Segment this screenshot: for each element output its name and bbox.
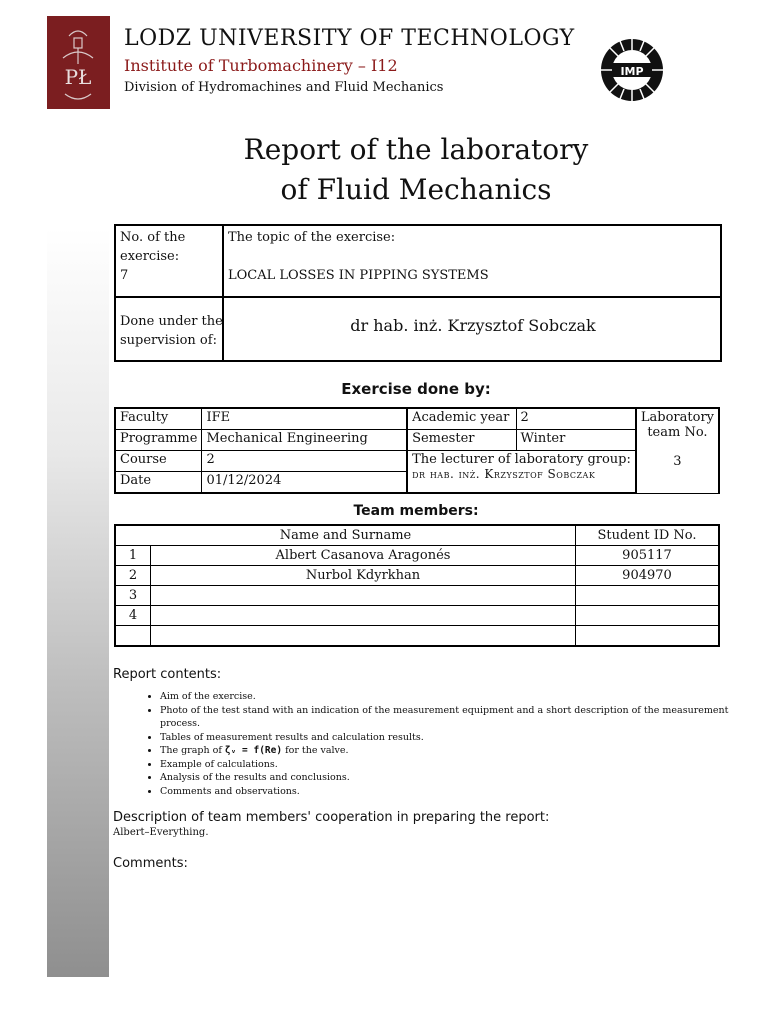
logo-letters: PŁ [64, 65, 92, 89]
row-number: 4 [115, 606, 151, 626]
member-id [576, 606, 720, 626]
programme-label: Programme [115, 430, 202, 451]
member-name: Nurbol Kdyrkhan [151, 566, 576, 586]
supervisor-name: dr hab. inż. Krzysztof Sobczak [350, 316, 596, 335]
university-logo [47, 16, 110, 109]
topic-label: The topic of the exercise: [228, 230, 396, 245]
imp-logo-text: IMP [620, 65, 644, 78]
institute-name: Institute of Turbomachinery – I12 [124, 56, 398, 75]
report-title-line-2: of Fluid Mechanics [280, 173, 552, 206]
faculty-value: IFE [202, 408, 407, 430]
member-id [576, 626, 720, 647]
table-row [115, 626, 719, 647]
semester-label: Semester [407, 430, 516, 451]
table-row [115, 566, 719, 586]
report-title [110, 130, 722, 210]
team-members-heading: Team members: [353, 503, 479, 519]
exercise-done-by-table [114, 407, 720, 494]
list-item: • Comments and observations. [160, 785, 730, 799]
exercise-number-label-1: No. of the [120, 230, 186, 245]
graph-item-suffix: for the valve. [285, 745, 349, 756]
member-id [576, 586, 720, 606]
exercise-number-label-2: exercise: [120, 249, 180, 264]
supervision-label-2: supervision of: [120, 333, 217, 348]
faculty-label: Faculty [115, 408, 202, 430]
member-id: 905117 [576, 546, 720, 566]
member-name [151, 626, 576, 647]
course-value: 2 [202, 451, 407, 472]
column-header-name: Name and Surname [115, 525, 576, 546]
list-item: • Photo of the test stand with an indication of the measurement equipment and a short description of the measurement process. [160, 704, 730, 731]
page-sidebar-gradient [47, 16, 109, 977]
row-number: 2 [115, 566, 151, 586]
row-number: 1 [115, 546, 151, 566]
lab-team-label-1: Laboratory [640, 410, 714, 425]
date-label: Date [115, 472, 202, 494]
list-item [160, 744, 730, 758]
lecturer-value: dr hab. inż. Krzysztof Sobczak [412, 467, 596, 481]
cooperation-label: Description of team members' cooperation in preparing the report: [113, 810, 550, 825]
academic-year-value: 2 [516, 408, 636, 430]
list-item: • Analysis of the results and conclusions. [160, 771, 730, 785]
exercise-number-value: 7 [120, 268, 129, 283]
team-members-table [114, 524, 720, 647]
supervision-cell [120, 312, 223, 350]
programme-value: Mechanical Engineering [202, 430, 407, 451]
lab-team-value: 3 [673, 454, 682, 469]
box-divider-horizontal [116, 296, 720, 298]
university-name: LODZ UNIVERSITY OF TECHNOLOGY [124, 26, 575, 51]
report-title-line-1: Report of the laboratory [243, 133, 589, 166]
cooperation-text: Albert–Everything. [113, 827, 209, 838]
member-name [151, 586, 576, 606]
date-value: 01/12/2024 [202, 472, 407, 494]
lecturer-cell [407, 451, 636, 494]
row-number [115, 626, 151, 647]
semester-value: Winter [516, 430, 636, 451]
column-header-id: Student ID No. [576, 525, 720, 546]
row-number: 3 [115, 586, 151, 606]
graph-item-prefix: The graph of [160, 745, 222, 756]
academic-year-label: Academic year [407, 408, 516, 430]
supervision-label-1: Done under the [120, 314, 223, 329]
exercise-done-by-heading: Exercise done by: [341, 380, 491, 398]
member-name [151, 606, 576, 626]
table-row [115, 606, 719, 626]
list-item: • Aim of the exercise. [160, 690, 730, 704]
imp-logo [592, 32, 672, 108]
table-row [115, 546, 719, 566]
lab-team-label-2: team No. [647, 425, 708, 440]
course-label: Course [115, 451, 202, 472]
list-item: • Example of calculations. [160, 758, 730, 772]
topic-value: LOCAL LOSSES IN PIPPING SYSTEMS [228, 268, 489, 283]
exercise-info-box [114, 224, 722, 362]
report-contents-list [136, 690, 730, 798]
division-name: Division of Hydromachines and Fluid Mechanics [124, 80, 444, 95]
lab-team-cell [636, 408, 719, 493]
member-name: Albert Casanova Aragonés [151, 546, 576, 566]
exercise-number-cell [120, 228, 185, 285]
comments-label: Comments: [113, 856, 188, 871]
list-item: • Tables of measurement results and calculation results. [160, 731, 730, 745]
graph-formula: ζᵥ = f(Re) [224, 745, 283, 756]
member-id: 904970 [576, 566, 720, 586]
report-contents-label: Report contents: [113, 667, 222, 682]
lecturer-label: The lecturer of laboratory group: [412, 452, 631, 467]
table-row [115, 586, 719, 606]
